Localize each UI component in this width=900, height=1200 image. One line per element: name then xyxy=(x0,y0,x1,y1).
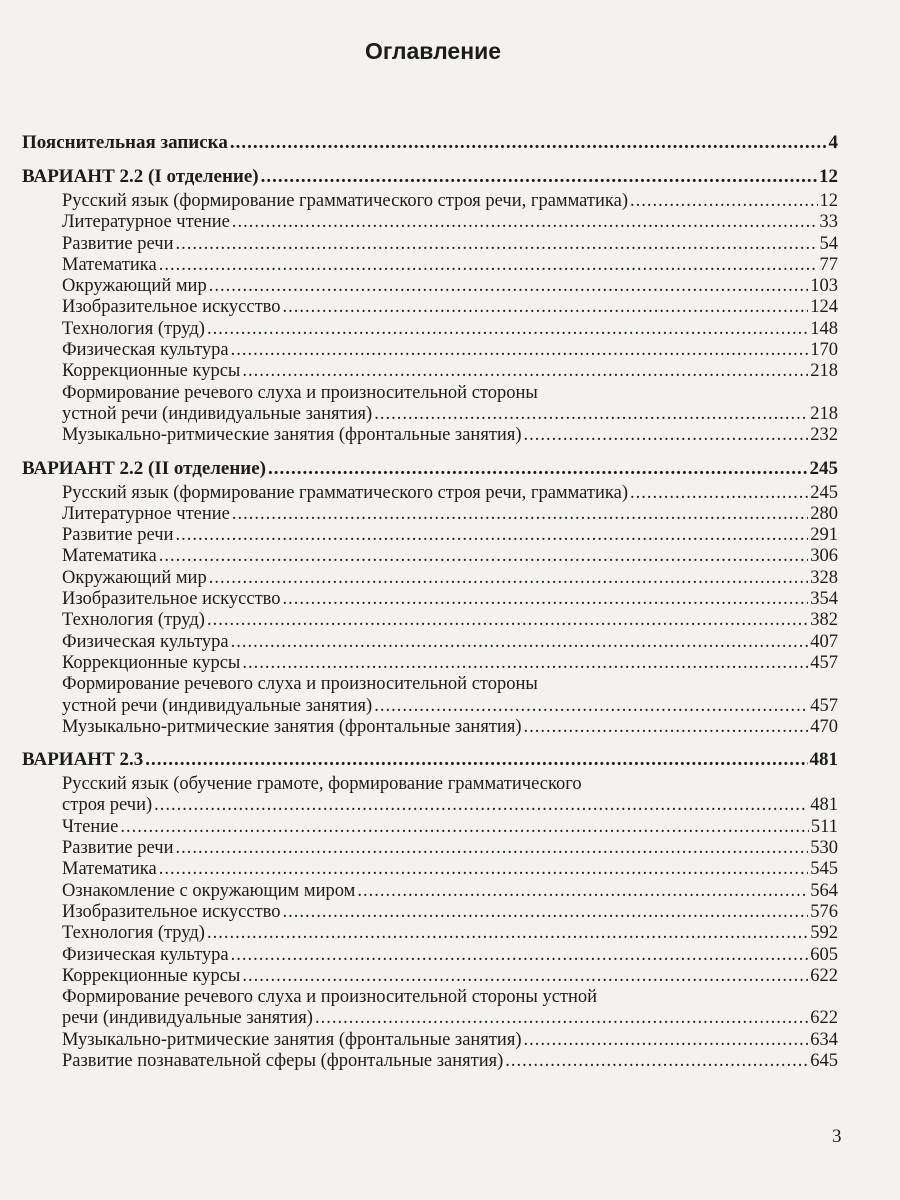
section-items xyxy=(22,191,838,447)
entry-title: Физическая культура xyxy=(62,944,229,965)
toc-entry xyxy=(22,404,838,425)
entry-page: 103 xyxy=(810,276,838,297)
entry-page: 622 xyxy=(810,965,838,986)
toc-entry xyxy=(22,340,838,361)
dot-leader xyxy=(524,717,809,738)
dot-leader xyxy=(231,945,809,966)
entry-page: 457 xyxy=(810,652,838,673)
entry-title: Коррекционные курсы xyxy=(62,965,241,986)
toc-entry xyxy=(22,1030,838,1051)
toc-entry xyxy=(22,902,838,923)
entry-page: 530 xyxy=(810,838,838,859)
entry-page: 645 xyxy=(810,1050,838,1071)
section-heading xyxy=(22,748,838,772)
dot-leader xyxy=(207,923,808,944)
entry-title: Технология (труд) xyxy=(62,923,205,944)
dot-leader xyxy=(159,859,809,880)
entry-page: 634 xyxy=(810,1029,838,1050)
toc-entry xyxy=(22,276,838,297)
entry-page: 280 xyxy=(810,503,838,524)
toc-entry xyxy=(22,859,838,880)
entry-title: Математика xyxy=(62,859,157,880)
toc-entry xyxy=(22,1008,838,1029)
dot-leader xyxy=(374,696,808,717)
entry-page: 170 xyxy=(810,340,838,361)
dot-leader xyxy=(524,425,809,446)
toc-entry xyxy=(22,696,838,717)
dot-leader xyxy=(209,276,809,297)
toc-entry xyxy=(22,212,838,233)
dot-leader xyxy=(261,165,817,189)
dot-leader xyxy=(283,589,809,610)
entry-title: Математика xyxy=(62,254,157,275)
entry-page: 545 xyxy=(810,859,838,880)
dot-leader xyxy=(230,131,827,155)
dot-leader xyxy=(232,212,818,233)
entry-title: Окружающий мир xyxy=(62,567,207,588)
dot-leader xyxy=(242,361,808,382)
dot-leader xyxy=(120,817,809,838)
toc-entry xyxy=(22,425,838,446)
entry-page: 218 xyxy=(810,403,838,424)
toc-entry xyxy=(22,504,838,525)
entry-page: 12 xyxy=(819,166,838,187)
dot-leader xyxy=(207,319,808,340)
dot-leader xyxy=(175,525,808,546)
dot-leader xyxy=(159,255,818,276)
entry-title: ВАРИАНТ 2.2 (II отделение) xyxy=(22,457,266,479)
toc-entry xyxy=(22,632,838,653)
dot-leader xyxy=(145,748,807,772)
toc-entry xyxy=(22,817,838,838)
toc-sections xyxy=(22,165,838,1072)
section-items xyxy=(22,774,838,1072)
page-number: 3 xyxy=(832,1126,842,1147)
entry-title: Чтение xyxy=(62,816,119,837)
dot-leader xyxy=(524,1030,809,1051)
toc-entry xyxy=(22,568,838,589)
dot-leader xyxy=(630,483,808,504)
toc-entry xyxy=(22,525,838,546)
entry-title: Ознакомление с окружающим миром xyxy=(62,880,356,901)
toc-entry xyxy=(22,674,838,695)
entry-title: Литературное чтение xyxy=(62,212,230,233)
entry-title: Изобразительное искусство xyxy=(62,297,281,318)
toc-entry xyxy=(22,483,838,504)
entry-title: Формирование речевого слуха и произносительной стороны xyxy=(62,382,538,403)
page-title: Оглавление xyxy=(364,38,502,64)
toc-entry xyxy=(22,653,838,674)
entry-title: Литературное чтение xyxy=(62,503,230,524)
entry-title: речи (индивидуальные занятия) xyxy=(62,1008,313,1029)
entry-page: 605 xyxy=(810,944,838,965)
entry-title: Развитие речи xyxy=(62,838,174,859)
entry-page: 245 xyxy=(810,482,838,503)
entry-page: 457 xyxy=(810,695,838,716)
toc-section xyxy=(22,165,838,447)
dot-leader xyxy=(159,546,809,567)
entry-page: 306 xyxy=(810,546,838,567)
entry-title: Пояснительная записка xyxy=(22,132,228,153)
entry-page: 481 xyxy=(809,749,838,771)
entry-title: Математика xyxy=(62,546,157,567)
entry-title: Музыкально-ритмические занятия (фронтальные занятия) xyxy=(62,1029,522,1050)
dot-leader xyxy=(630,191,818,212)
entry-page: 245 xyxy=(809,457,838,479)
entry-page: 12 xyxy=(819,191,838,211)
entry-title: Физическая культура xyxy=(62,340,229,361)
entry-page: 218 xyxy=(810,361,838,382)
section-heading xyxy=(22,165,838,189)
entry-page: 124 xyxy=(810,297,838,318)
toc-entry xyxy=(22,881,838,902)
dot-leader xyxy=(154,795,808,816)
toc-entry-intro xyxy=(22,131,838,155)
entry-page: 328 xyxy=(810,567,838,588)
dot-leader xyxy=(175,234,817,255)
entry-title: Русский язык (формирование грамматического строя речи, грамматика) xyxy=(62,482,628,503)
entry-title: Технология (труд) xyxy=(62,610,205,631)
toc-entry xyxy=(22,361,838,382)
toc-entry xyxy=(22,1051,838,1072)
toc-entry xyxy=(22,717,838,738)
toc-entry xyxy=(22,297,838,318)
section-items xyxy=(22,483,838,739)
entry-page: 148 xyxy=(810,318,838,339)
entry-page: 4 xyxy=(828,132,838,153)
dot-leader xyxy=(242,966,808,987)
entry-title: Физическая культура xyxy=(62,631,229,652)
entry-title: Окружающий мир xyxy=(62,276,207,297)
dot-leader xyxy=(207,610,808,631)
toc-entry xyxy=(22,546,838,567)
entry-title: ВАРИАНТ 2.3 xyxy=(22,749,144,771)
entry-page: 592 xyxy=(810,923,838,944)
entry-title: Коррекционные курсы xyxy=(62,361,241,382)
dot-leader xyxy=(315,1008,808,1029)
entry-title: ВАРИАНТ 2.2 (I отделение) xyxy=(22,166,259,187)
toc-entry xyxy=(22,774,838,795)
entry-title: Музыкально-ритмические занятия (фронтальные занятия) xyxy=(62,716,522,737)
toc-entry xyxy=(22,966,838,987)
dot-leader xyxy=(283,902,809,923)
entry-title: Русский язык (формирование грамматического строя речи, грамматика) xyxy=(62,191,628,211)
entry-title: строя речи) xyxy=(62,795,153,816)
entry-page: 481 xyxy=(810,795,838,816)
entry-title: устной речи (индивидуальные занятия) xyxy=(62,403,373,424)
entry-title: Изобразительное искусство xyxy=(62,901,281,922)
entry-page: 354 xyxy=(810,589,838,610)
entry-page: 291 xyxy=(810,525,838,546)
entry-page: 407 xyxy=(810,631,838,652)
entry-title: Формирование речевого слуха и произносительной стороны устной xyxy=(62,987,598,1008)
entry-page: 564 xyxy=(810,880,838,901)
entry-title: Развитие речи xyxy=(62,525,174,546)
toc-entry xyxy=(22,923,838,944)
toc-entry xyxy=(22,589,838,610)
toc-entry xyxy=(22,987,838,1008)
entry-title: устной речи (индивидуальные занятия) xyxy=(62,695,373,716)
toc-entry xyxy=(22,319,838,340)
table-of-contents xyxy=(22,131,838,1072)
entry-page: 77 xyxy=(819,254,838,275)
entry-page: 54 xyxy=(819,233,838,254)
dot-leader xyxy=(242,653,808,674)
entry-page: 622 xyxy=(810,1008,838,1029)
dot-leader xyxy=(232,504,808,525)
toc-entry xyxy=(22,234,838,255)
toc-entry xyxy=(22,383,838,404)
entry-page: 470 xyxy=(810,716,838,737)
entry-title: Русский язык (обучение грамоте, формирование грамматического xyxy=(62,774,582,795)
dot-leader xyxy=(283,297,809,318)
entry-title: Технология (труд) xyxy=(62,318,205,339)
dot-leader xyxy=(209,568,809,589)
dot-leader xyxy=(505,1051,808,1072)
entry-page: 33 xyxy=(819,212,838,233)
entry-page: 382 xyxy=(810,610,838,631)
toc-entry xyxy=(22,610,838,631)
toc-entry xyxy=(22,191,838,212)
section-heading xyxy=(22,457,838,481)
toc-section xyxy=(22,748,838,1072)
entry-title: Формирование речевого слуха и произносительной стороны xyxy=(62,674,538,695)
dot-leader xyxy=(374,404,808,425)
dot-leader xyxy=(231,632,809,653)
entry-page: 576 xyxy=(810,901,838,922)
entry-title: Развитие речи xyxy=(62,233,174,254)
dot-leader xyxy=(268,457,808,481)
entry-page: 511 xyxy=(810,816,838,837)
entry-title: Музыкально-ритмические занятия (фронтальные занятия) xyxy=(62,425,522,446)
entry-title: Изобразительное искусство xyxy=(62,589,281,610)
entry-page: 232 xyxy=(810,425,838,446)
dot-leader xyxy=(175,838,808,859)
toc-entry xyxy=(22,795,838,816)
dot-leader xyxy=(357,881,808,902)
toc-section xyxy=(22,457,838,739)
dot-leader xyxy=(231,340,809,361)
toc-entry xyxy=(22,945,838,966)
entry-title: Развитие познавательной сферы (фронтальные занятия) xyxy=(62,1050,504,1071)
toc-entry xyxy=(22,838,838,859)
entry-title: Коррекционные курсы xyxy=(62,652,241,673)
toc-entry xyxy=(22,255,838,276)
